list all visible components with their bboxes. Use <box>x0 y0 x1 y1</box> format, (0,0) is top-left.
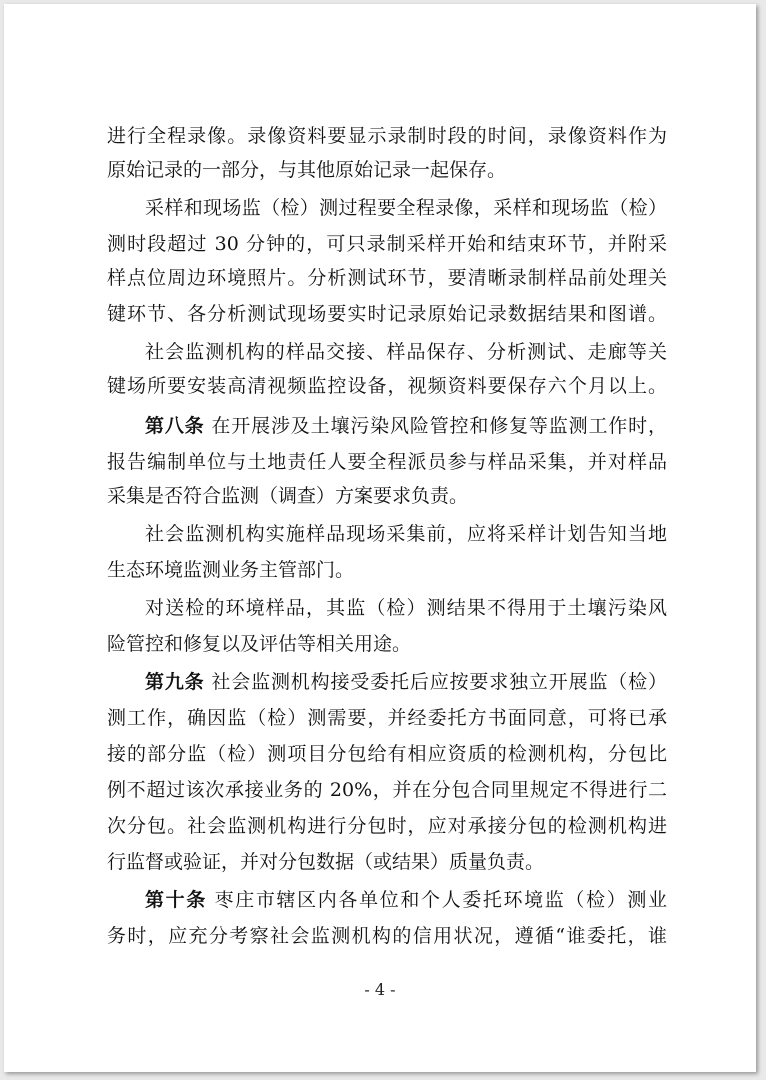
text-line: 采样和现场监（检）测过程要全程录像，采样和现场监（检） <box>145 197 667 219</box>
text-line: 生态环境监测业务主管部门。 <box>107 559 355 581</box>
text-line: 测工作，确因监（检）测需要，并经委托方书面同意，可将已承 <box>107 707 667 729</box>
text-line: 报告编制单位与土地责任人要全程派员参与样品采集，并对样品 <box>107 451 667 473</box>
text-line: 采集是否符合监测（调查）方案要求负责。 <box>107 485 469 507</box>
text-line: 枣庄市辖区内各单位和个人委托环境监（检）测业 <box>214 889 667 911</box>
text-line: 社会监测机构的样品交接、样品保存、分析测试、走廊等关 <box>145 341 667 363</box>
text-line: 在开展涉及土壤污染风险管控和修复等监测工作时， <box>211 415 667 437</box>
document-page <box>4 4 756 1072</box>
text-line: 原始记录的一部分，与其他原始记录一起保存。 <box>107 159 507 181</box>
text-line: 次分包。社会监测机构进行分包时，应对承接分包的检测机构进 <box>107 815 667 837</box>
text-line: 测时段超过 30 分钟的，可只录制采样开始和结束环节，并附采 <box>107 233 667 255</box>
text-line: 行监督或验证，并对分包数据（或结果）质量负责。 <box>107 851 545 873</box>
article-heading: 第九条 <box>145 671 205 693</box>
article-line <box>145 888 667 912</box>
article-line <box>145 670 667 694</box>
page-number: - 4 - <box>364 980 396 999</box>
text-line: 社会监测机构实施样品现场采集前，应将采样计划告知当地 <box>145 523 667 545</box>
text-line: 接的部分监（检）测项目分包给有相应资质的检测机构，分包比 <box>107 743 667 765</box>
article-line <box>145 414 667 438</box>
text-line: 键环节、各分析测试现场要实时记录原始记录数据结果和图谱。 <box>107 303 667 325</box>
text-line: 社会监测机构接受委托后应按要求独立开展监（检） <box>211 671 667 693</box>
text-line: 进行全程录像。录像资料要显示录制时段的时间，录像资料作为 <box>107 125 667 147</box>
text-line: 样点位周边环境照片。分析测试环节，要清晰录制样品前处理关 <box>107 267 667 289</box>
text-line: 对送检的环境样品，其监（检）测结果不得用于土壤污染风 <box>145 597 667 619</box>
text-line: 键场所要安装高清视频监控设备，视频资料要保存六个月以上。 <box>107 375 667 397</box>
text-line: 例不超过该次承接业务的 20%，并在分包合同里规定不得进行二 <box>107 779 667 801</box>
text-line: 务时，应充分考察社会监测机构的信用状况，遵循“谁委托，谁 <box>107 925 667 947</box>
article-heading: 第八条 <box>145 415 205 437</box>
article-heading: 第十条 <box>145 889 207 911</box>
text-line: 险管控和修复以及评估等相关用途。 <box>107 633 412 655</box>
